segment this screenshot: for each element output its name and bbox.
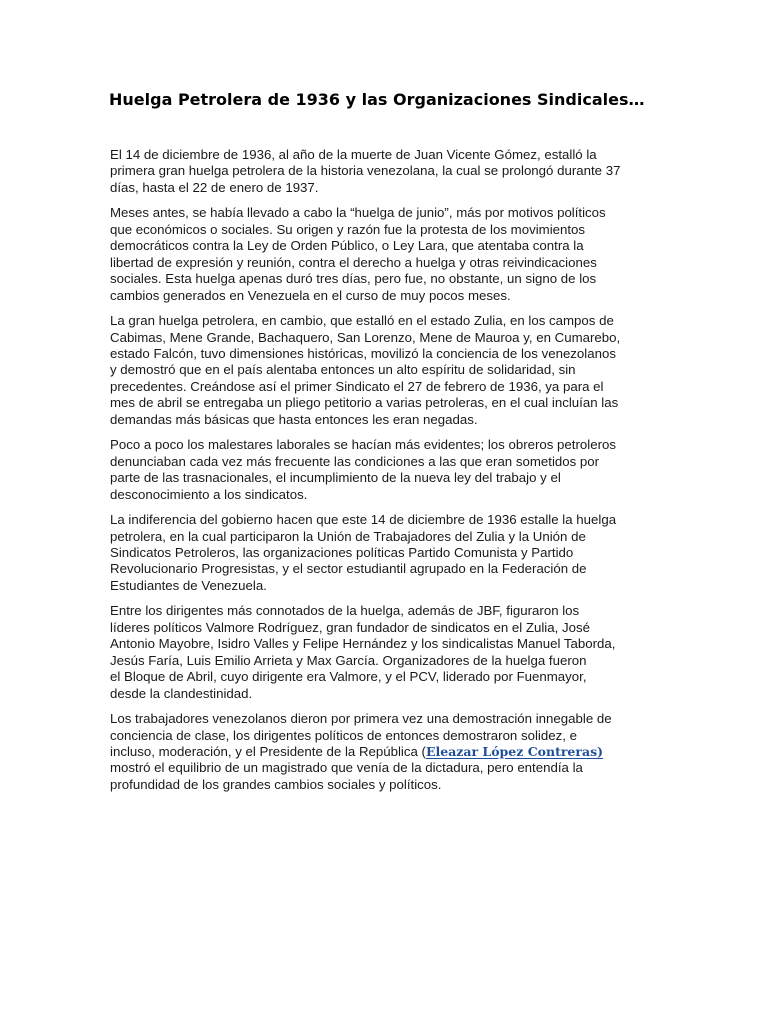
text-line: estado Falcón, tuvo dimensiones históricas, movilizó la conciencia de los venezolanos [110,345,616,361]
text-line: líderes políticos Valmore Rodríguez, gran fundador de sindicatos en el Zulia, José [110,619,590,635]
text-line: denunciaban cada vez más frecuente las condiciones a las que eran sometidos por [110,453,600,469]
text-line: el Bloque de Abril, cuyo dirigente era Valmore, y el PCV, liderado por Fuenmayor, [110,669,587,685]
document-body [110,147,658,802]
paragraph [110,512,658,594]
paragraph-list [110,147,658,702]
text-line: desde la clandestinidad. [110,685,253,701]
text-line: conciencia de clase, los dirigentes políticos de entonces demostraron solidez, e [110,727,577,743]
president-link[interactable]: Eleazar López Contreras) [425,743,604,759]
text-line: democráticos contra la Ley de Orden Público, o Ley Lara, que atentaba contra la [110,238,584,254]
text-line: primera gran huelga petrolera de la historia venezolana, la cual se prolongó durante 37 [110,163,621,179]
paragraph [110,205,658,304]
text-line: precedentes. Creándose así el primer Sindicato el 27 de febrero de 1936, ya para el [110,378,604,394]
text-fragment: incluso, moderación, y el Presidente de la República ( [110,743,426,759]
text-line: demandas más básicas que hasta entonces les eran negadas. [110,411,478,427]
text-line: parte de las trasnacionales, el incumplimiento de la nueva ley del trabajo y el [110,470,561,486]
text-line: El 14 de diciembre de 1936, al año de la muerte de Juan Vicente Gómez, estalló la [110,147,597,162]
text-line: profundidad de los grandes cambios sociales y políticos. [110,776,442,792]
text-line [110,744,658,760]
text-line: Los trabajadores venezolanos dieron por primera vez una demostración innegable de [110,711,612,727]
paragraph-final [110,711,658,793]
text-line: Jesús Faría, Luis Emilio Arrieta y Max García. Organizadores de la huelga fueron [110,652,587,668]
text-line: mostró el equilibrio de un magistrado que venía de la dictadura, pero entendía la [110,760,583,776]
text-line: Cabimas, Mene Grande, Bachaquero, San Lorenzo, Mene de Mauroa y, en Cumarebo, [110,329,621,345]
paragraph [110,437,658,503]
text-line: La indiferencia del gobierno hacen que este 14 de diciembre de 1936 estalle la huelga [110,512,617,528]
text-line: cambios generados en Venezuela en el curso de muy pocos meses. [110,287,511,303]
text-line: desconocimiento a los sindicatos. [110,486,308,502]
text-line: La gran huelga petrolera, en cambio, que estalló en el estado Zulia, en los campos de [110,313,614,329]
text-line: Poco a poco los malestares laborales se hacían más evidentes; los obreros petroleros [110,437,616,453]
text-line: días, hasta el 22 de enero de 1937. [110,179,319,195]
text-line: y demostró que en el país alentaba entonces un alto espíritu de solidaridad, sin [110,362,576,378]
paragraph [110,147,658,196]
document-title: Huelga Petrolera de 1936 y las Organizaciones Sindicales… [109,90,645,109]
text-line: libertad de expresión y reunión, contra el derecho a huelga y otras reivindicaciones [110,254,597,270]
text-line: petrolera, en la cual participaron la Unión de Trabajadores del Zulia y la Unión de [110,528,586,544]
text-line: Antonio Mayobre, Isidro Valles y Felipe Hernández y los sindicalistas Manuel Taborda, [110,636,616,652]
text-line: Revolucionario Progresistas, y el sector estudiantil agrupado en la Federación de [110,561,587,577]
text-line: Meses antes, se había llevado a cabo la “huelga de junio”, más por motivos políticos [110,205,606,221]
text-line: mes de abril se entregaba un pliego petitorio a varias petroleras, en el cual incluían las [110,395,619,411]
text-line: Entre los dirigentes más connotados de la huelga, además de JBF, figuraron los [110,603,580,619]
text-line: Sindicatos Petroleros, las organizaciones políticas Partido Comunista y Partido [110,544,574,560]
text-line: sociales. Esta huelga apenas duró tres días, pero fue, no obstante, un signo de los [110,271,597,287]
text-line: Estudiantes de Venezuela. [110,577,267,593]
paragraph [110,313,658,428]
text-line: que económicos o sociales. Su origen y razón fue la protesta de los movimientos [110,221,586,237]
paragraph [110,603,658,702]
